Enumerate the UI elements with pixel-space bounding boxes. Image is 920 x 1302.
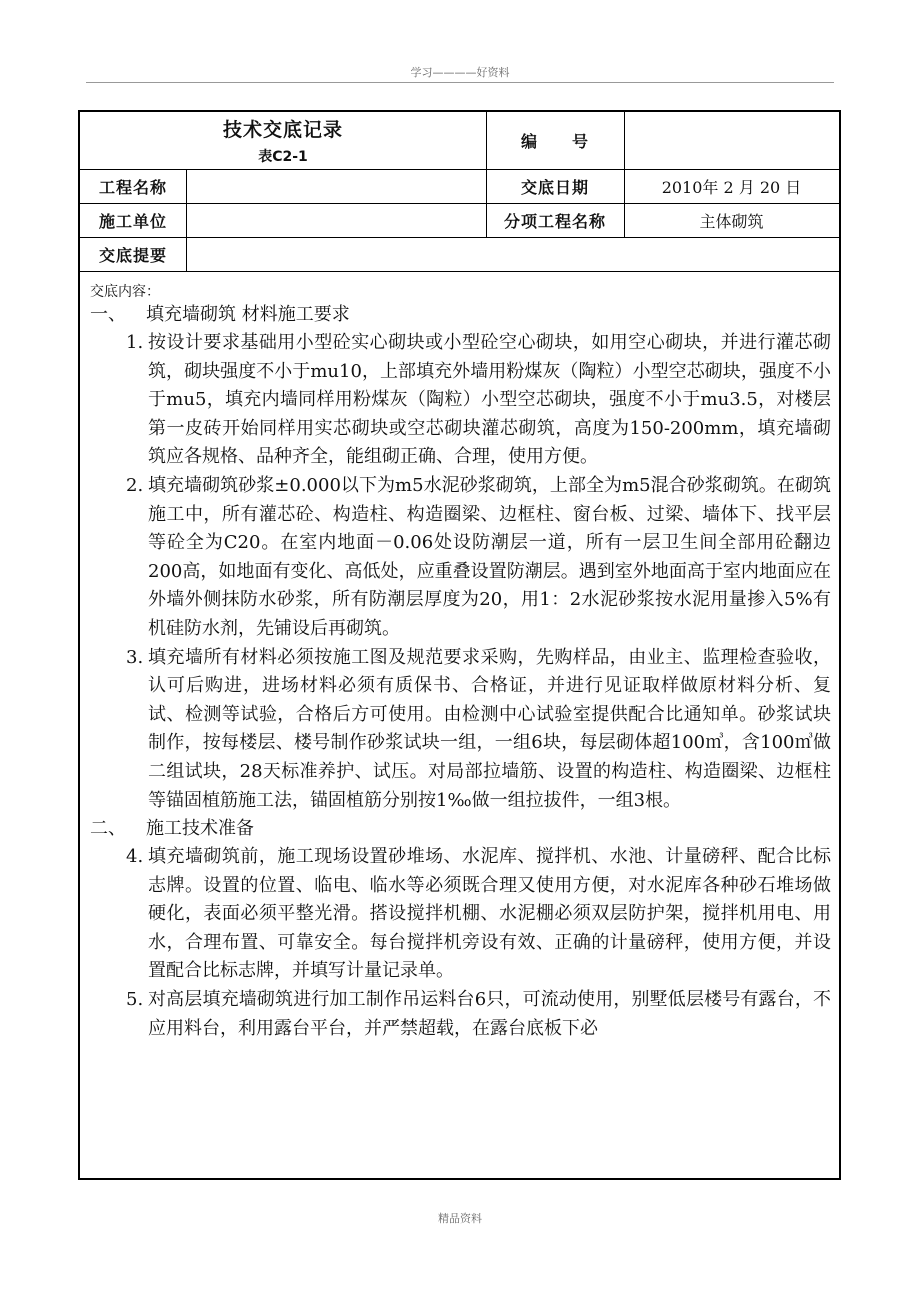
list-item bbox=[126, 843, 831, 986]
list-item bbox=[126, 472, 831, 644]
section-title: 填充墙砌筑 材料施工要求 bbox=[146, 304, 350, 325]
form-code: 表C2-1 bbox=[258, 149, 308, 165]
item-text: 填充墙砌筑前，施工现场设置砂堆场、水泥库、搅拌机、水池、计量磅秤、配合比标志牌。设置的位置、临电、临水等必须既合理又使用方便，对水泥库各种砂石堆场做硬化，表面必须平整光滑。搭设搅拌机棚、水泥棚必须双层防护架，搅拌机用电、用水，合理布置、可靠安全。每台搅拌机旁设有效、正确的计量磅秤，使用方便，并设置配合比标志牌，并填写计量记录单。 bbox=[148, 846, 831, 982]
construction-unit-label: 施工单位 bbox=[98, 211, 167, 231]
technical-disclosure-form bbox=[78, 110, 841, 1180]
subitem-name-value[interactable]: 主体砌筑 bbox=[699, 211, 764, 231]
page-header: 学习————好资料 bbox=[410, 66, 510, 79]
item-number: 3. bbox=[126, 646, 144, 668]
section-number: 二、 bbox=[90, 818, 126, 840]
list-item bbox=[126, 329, 831, 472]
subitem-name-label: 分项工程名称 bbox=[503, 211, 606, 231]
section-heading bbox=[90, 301, 831, 329]
date-value[interactable]: 2010年 2 月 20 日 bbox=[661, 177, 802, 197]
page-footer: 精品资料 bbox=[438, 1212, 482, 1225]
form-title-block bbox=[80, 112, 486, 169]
item-number: 5. bbox=[126, 989, 144, 1011]
summary-label: 交底提要 bbox=[98, 245, 167, 265]
list-item bbox=[126, 986, 831, 1043]
date-label: 交底日期 bbox=[520, 177, 589, 197]
section-number: 一、 bbox=[90, 304, 126, 325]
project-name-label: 工程名称 bbox=[98, 177, 167, 197]
item-text: 对高层填充墙砌筑进行加工制作吊运料台6只，可流动使用，别墅低层楼号有露台，不应用料台，利用露台平台，并严禁超载，在露台底板下必 bbox=[148, 989, 831, 1039]
row-divider bbox=[80, 271, 839, 272]
item-number: 2. bbox=[126, 474, 144, 496]
section-title: 施工技术准备 bbox=[146, 818, 254, 840]
summary-value[interactable] bbox=[186, 237, 839, 271]
item-text: 填充墙砌筑砂浆±0.000以下为m5水泥砂浆砌筑，上部全为m5混合砂浆砌筑。在砌筑施工中，所有灌芯砼、构造柱、构造圈梁、边框柱、窗台板、过梁、墙体下、找平层等砼全为C20。在室内地面－0.06处设防潮层一道，所有一层卫生间全部用砼翻边200高，如地面有变化、高低处，应重叠设置防潮层。遇到室外地面高于室内地面应在外墙外侧抹防水砂浆，所有防潮层厚度为20，用1：2水泥砂浆按水泥用量掺入5%有机硅防水剂，先铺设后再砌筑。 bbox=[148, 474, 831, 639]
project-name-value[interactable] bbox=[186, 169, 486, 203]
number-label: 编 号 bbox=[520, 132, 589, 151]
header-divider bbox=[86, 82, 834, 83]
disclosure-content bbox=[80, 279, 839, 1043]
item-number: 4. bbox=[126, 846, 144, 868]
content-label: 交底内容： bbox=[90, 284, 160, 300]
item-text: 按设计要求基础用小型砼实心砌块或小型砼空心砌块，如用空心砌块，并进行灌芯砌筑，砌块强度不小于mu10，上部填充外墙用粉煤灰（陶粒）小型空芯砌块，强度不小于mu5，填充内墙同样用粉煤灰（陶粒）小型空芯砌块，强度不小于mu3.5，对楼层第一皮砖开始同样用实芯砌块或空芯砌块灌芯砌筑，高度为150-200mm，填充墙砌筑应各规格、品种齐全，能组砌正确、合理，使用方便。 bbox=[148, 332, 831, 468]
number-value[interactable] bbox=[624, 112, 839, 169]
construction-unit-value[interactable] bbox=[186, 203, 486, 237]
section-heading bbox=[90, 815, 831, 843]
form-title: 技术交底记录 bbox=[222, 119, 343, 141]
list-item bbox=[126, 644, 831, 816]
item-text: 填充墙所有材料必须按施工图及规范要求采购，先购样品，由业主、监理检查验收，认可后购进，进场材料必须有质保书、合格证，并进行见证取样做原材料分析、复试、检测等试验，合格后方可使用。由检测中心试验室提供配合比通知单。砂浆试块制作，按每楼层、楼号制作砂浆试块一组，一组6块，每层砌体超100㎥，含100㎥做二组试块，28天标准养护、试压。对局部拉墙筋、设置的构造柱、构造圈梁、边框柱等锚固植筋施工法，锚固植筋分别按1‰做一组拉拔件，一组3根。 bbox=[148, 646, 831, 811]
item-number: 1. bbox=[126, 332, 144, 353]
